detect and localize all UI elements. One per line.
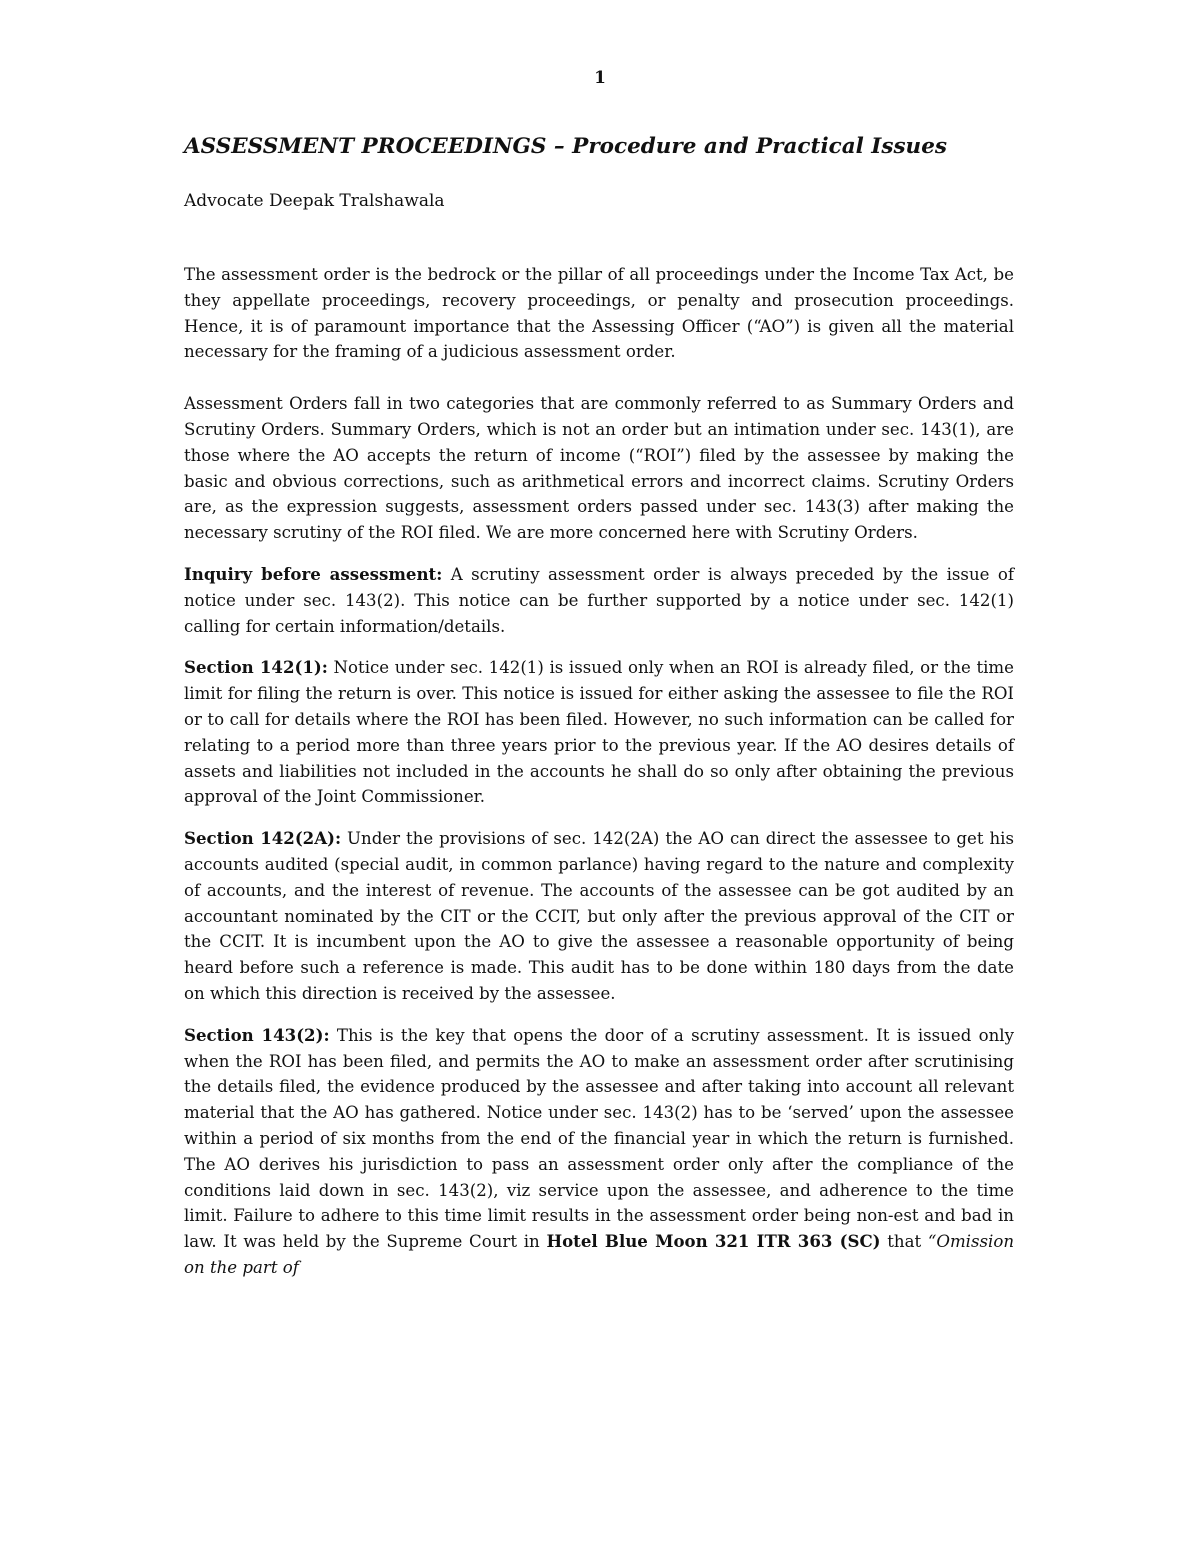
- inquiry-heading: Inquiry before assessment:: [184, 563, 443, 584]
- section-142-2a-text: Under the provisions of sec. 142(2A) the AO can direct the assessee to get his accounts audited (special audit, in common parlance) having regard to the nature and complexity of accounts, and the interest of revenue. The accounts of the assessee can be got audited by an accountant nominated by the CIT or the CCIT, but only after the previous approval of the CIT or the CCIT. It is incumbent upon the AO to give the assessee a reasonable opportunity of being heard before such a reference is made. This audit has to be done within 180 days from the date on which this direction is received by the assessee.: [184, 829, 1014, 1003]
- section-143-2-connector: that: [880, 1232, 928, 1252]
- case-citation: Hotel Blue Moon 321 ITR 363 (SC): [546, 1231, 881, 1252]
- page-number: 1: [594, 68, 606, 88]
- section-142-2a-paragraph: [184, 826, 1014, 1007]
- inquiry-paragraph: [184, 562, 1014, 639]
- section-142-1-paragraph: [184, 655, 1014, 810]
- document-body: [184, 132, 1014, 1297]
- section-142-2a-heading: Section 142(2A):: [184, 828, 342, 849]
- section-143-2-heading: Section 143(2):: [184, 1024, 330, 1045]
- document-author: Advocate Deepak Tralshawala: [184, 191, 445, 211]
- categories-paragraph: Assessment Orders fall in two categories that are commonly referred to as Summary Orders and Scrutiny Orders. Summary Orders, which is not an order but an intimation under sec. 143(1), are those where the AO accepts the return of income (“ROI”) filed by the assessee by making the basic and obvious corrections, such as arithmetical errors and incorrect claims. Scrutiny Orders are, as the expression suggests, assessment orders passed under sec. 143(3) after making the necessary scrutiny of the ROI filed. We are more concerned here with Scrutiny Orders.: [184, 394, 1014, 543]
- section-142-1-text: Notice under sec. 142(1) is issued only when an ROI is already filed, or the time limit for filing the return is over. This notice is issued for either asking the assessee to file the ROI or to call for details where the ROI has been filed. However, no such information can be called for relating to a period more than three years prior to the previous year. If the AO desires details of assets and liabilities not included in the accounts he shall do so only after obtaining the previous approval of the Joint Commissioner.: [184, 658, 1014, 807]
- section-142-1-heading: Section 142(1):: [184, 657, 328, 678]
- section-143-2-text: This is the key that opens the door of a scrutiny assessment. It is issued only when the ROI has been filed, and permits the AO to make an assessment order after scrutinising the details filed, the evidence produced by the assessee and after taking into account all relevant material that the AO has gathered. Notice under sec. 143(2) has to be ‘served’ upon the assessee within a period of six months from the end of the financial year in which the return is furnished. The AO derives his jurisdiction to pass an assessment order only after the compliance of the conditions laid down in sec. 143(2), viz service upon the assessee, and adherence to the time limit. Failure to adhere to this time limit results in the assessment order being non-est and bad in law. It was held by the Supreme Court in: [184, 1025, 1014, 1252]
- document-title: ASSESSMENT PROCEEDINGS – Procedure and Practical Issues: [184, 134, 947, 159]
- intro-paragraph: The assessment order is the bedrock or the pillar of all proceedings under the Income Tax Act, be they appellate proceedings, recovery proceedings, or penalty and prosecution proceedings. Hence, it is of paramount importance that the Assessing Officer (“AO”) is given all the material necessary for the framing of a judicious assessment order.: [184, 265, 1014, 362]
- inquiry-text: A scrutiny assessment order is always preceded by the issue of notice under sec. 143(2). This notice can be further supported by a notice under sec. 142(1) calling for certain information/details.: [184, 564, 1014, 636]
- section-143-2-paragraph: [184, 1023, 1014, 1281]
- court-quote: “Omission on the part of: [184, 1232, 1015, 1277]
